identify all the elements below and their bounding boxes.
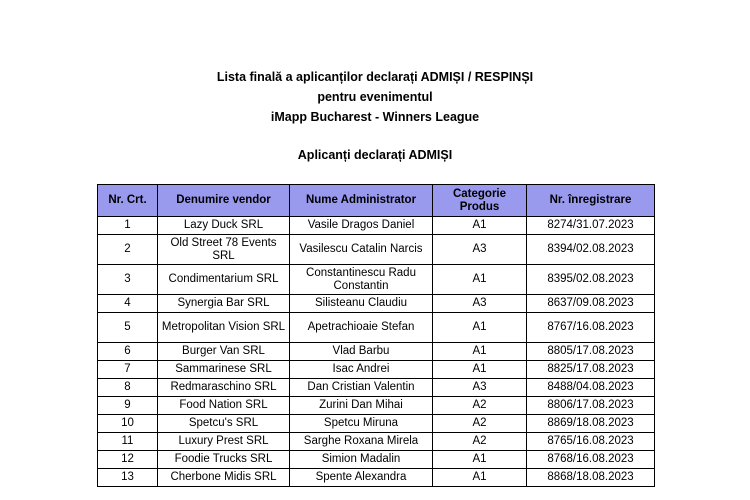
cell-nr: 12 (98, 451, 158, 469)
cell-category: A3 (433, 379, 527, 397)
cell-vendor: Metropolitan Vision SRL (158, 313, 290, 343)
cell-vendor: Spetcu's SRL (158, 415, 290, 433)
cell-nr: 5 (98, 313, 158, 343)
table-row (98, 265, 655, 295)
cell-administrator: Simion Madalin (290, 451, 433, 469)
table-body (98, 217, 655, 487)
col-header-vendor: Denumire vendor (158, 185, 290, 217)
col-header-administrator: Nume Administrator (290, 185, 433, 217)
cell-registration: 8806/17.08.2023 (527, 397, 655, 415)
cell-category: A1 (433, 343, 527, 361)
cell-category: A1 (433, 313, 527, 343)
cell-administrator: Spetcu Miruna (290, 415, 433, 433)
cell-vendor: Foodie Trucks SRL (158, 451, 290, 469)
cell-nr: 1 (98, 217, 158, 235)
cell-vendor: Synergia Bar SRL (158, 295, 290, 313)
col-header-nr-crt: Nr. Crt. (98, 185, 158, 217)
cell-registration: 8637/09.08.2023 (527, 295, 655, 313)
cell-administrator: Vasile Dragos Daniel (290, 217, 433, 235)
title-line-1: Lista finală a aplicanților declarați ADMIȘI / RESPINȘI (216, 70, 534, 84)
cell-registration: 8869/18.08.2023 (527, 415, 655, 433)
cell-nr: 8 (98, 379, 158, 397)
table-row (98, 379, 655, 397)
cell-vendor: Redmaraschino SRL (158, 379, 290, 397)
cell-registration: 8274/31.07.2023 (527, 217, 655, 235)
cell-registration: 8394/02.08.2023 (527, 235, 655, 265)
admitted-applicants-table (97, 184, 655, 487)
table-header-row (98, 185, 655, 217)
table-row (98, 217, 655, 235)
title-line-3: iMapp Bucharest - Winners League (270, 110, 480, 124)
cell-nr: 10 (98, 415, 158, 433)
table-row (98, 235, 655, 265)
table-row (98, 415, 655, 433)
cell-category: A1 (433, 217, 527, 235)
cell-category: A3 (433, 235, 527, 265)
cell-vendor: Lazy Duck SRL (158, 217, 290, 235)
cell-administrator: Dan Cristian Valentin (290, 379, 433, 397)
col-header-category: Categorie Produs (433, 185, 527, 217)
section-title: Aplicanți declarați ADMIȘI (297, 148, 453, 162)
cell-registration: 8768/16.08.2023 (527, 451, 655, 469)
cell-registration: 8825/17.08.2023 (527, 361, 655, 379)
cell-nr: 6 (98, 343, 158, 361)
table-row (98, 295, 655, 313)
cell-nr: 9 (98, 397, 158, 415)
cell-category: A2 (433, 433, 527, 451)
cell-nr: 3 (98, 265, 158, 295)
cell-vendor: Sammarinese SRL (158, 361, 290, 379)
cell-category: A1 (433, 469, 527, 487)
table-row (98, 469, 655, 487)
cell-administrator: Sarghe Roxana Mirela (290, 433, 433, 451)
cell-nr: 7 (98, 361, 158, 379)
cell-registration: 8488/04.08.2023 (527, 379, 655, 397)
table-row (98, 343, 655, 361)
cell-administrator: Zurini Dan Mihai (290, 397, 433, 415)
cell-administrator: Constantinescu Radu Constantin (290, 265, 433, 295)
cell-category: A2 (433, 415, 527, 433)
table-row (98, 433, 655, 451)
table-row (98, 451, 655, 469)
cell-administrator: Apetrachioaie Stefan (290, 313, 433, 343)
cell-administrator: Spente Alexandra (290, 469, 433, 487)
cell-category: A2 (433, 397, 527, 415)
cell-category: A1 (433, 361, 527, 379)
cell-registration: 8805/17.08.2023 (527, 343, 655, 361)
cell-registration: 8868/18.08.2023 (527, 469, 655, 487)
cell-nr: 4 (98, 295, 158, 313)
cell-administrator: Vasilescu Catalin Narcis (290, 235, 433, 265)
cell-registration: 8767/16.08.2023 (527, 313, 655, 343)
cell-nr: 2 (98, 235, 158, 265)
cell-vendor: Cherbone Midis SRL (158, 469, 290, 487)
document-title (0, 67, 750, 127)
cell-nr: 13 (98, 469, 158, 487)
cell-nr: 11 (98, 433, 158, 451)
cell-vendor: Condimentarium SRL (158, 265, 290, 295)
table-row (98, 361, 655, 379)
table-row (98, 397, 655, 415)
cell-vendor: Luxury Prest SRL (158, 433, 290, 451)
cell-administrator: Silisteanu Claudiu (290, 295, 433, 313)
cell-registration: 8765/16.08.2023 (527, 433, 655, 451)
cell-vendor: Food Nation SRL (158, 397, 290, 415)
col-header-registration: Nr. înregistrare (527, 185, 655, 217)
cell-administrator: Vlad Barbu (290, 343, 433, 361)
cell-category: A1 (433, 451, 527, 469)
title-line-2: pentru evenimentul (317, 90, 433, 104)
cell-registration: 8395/02.08.2023 (527, 265, 655, 295)
cell-vendor: Burger Van SRL (158, 343, 290, 361)
table-row (98, 313, 655, 343)
cell-administrator: Isac Andrei (290, 361, 433, 379)
cell-category: A3 (433, 295, 527, 313)
cell-vendor: Old Street 78 Events SRL (158, 235, 290, 265)
cell-category: A1 (433, 265, 527, 295)
